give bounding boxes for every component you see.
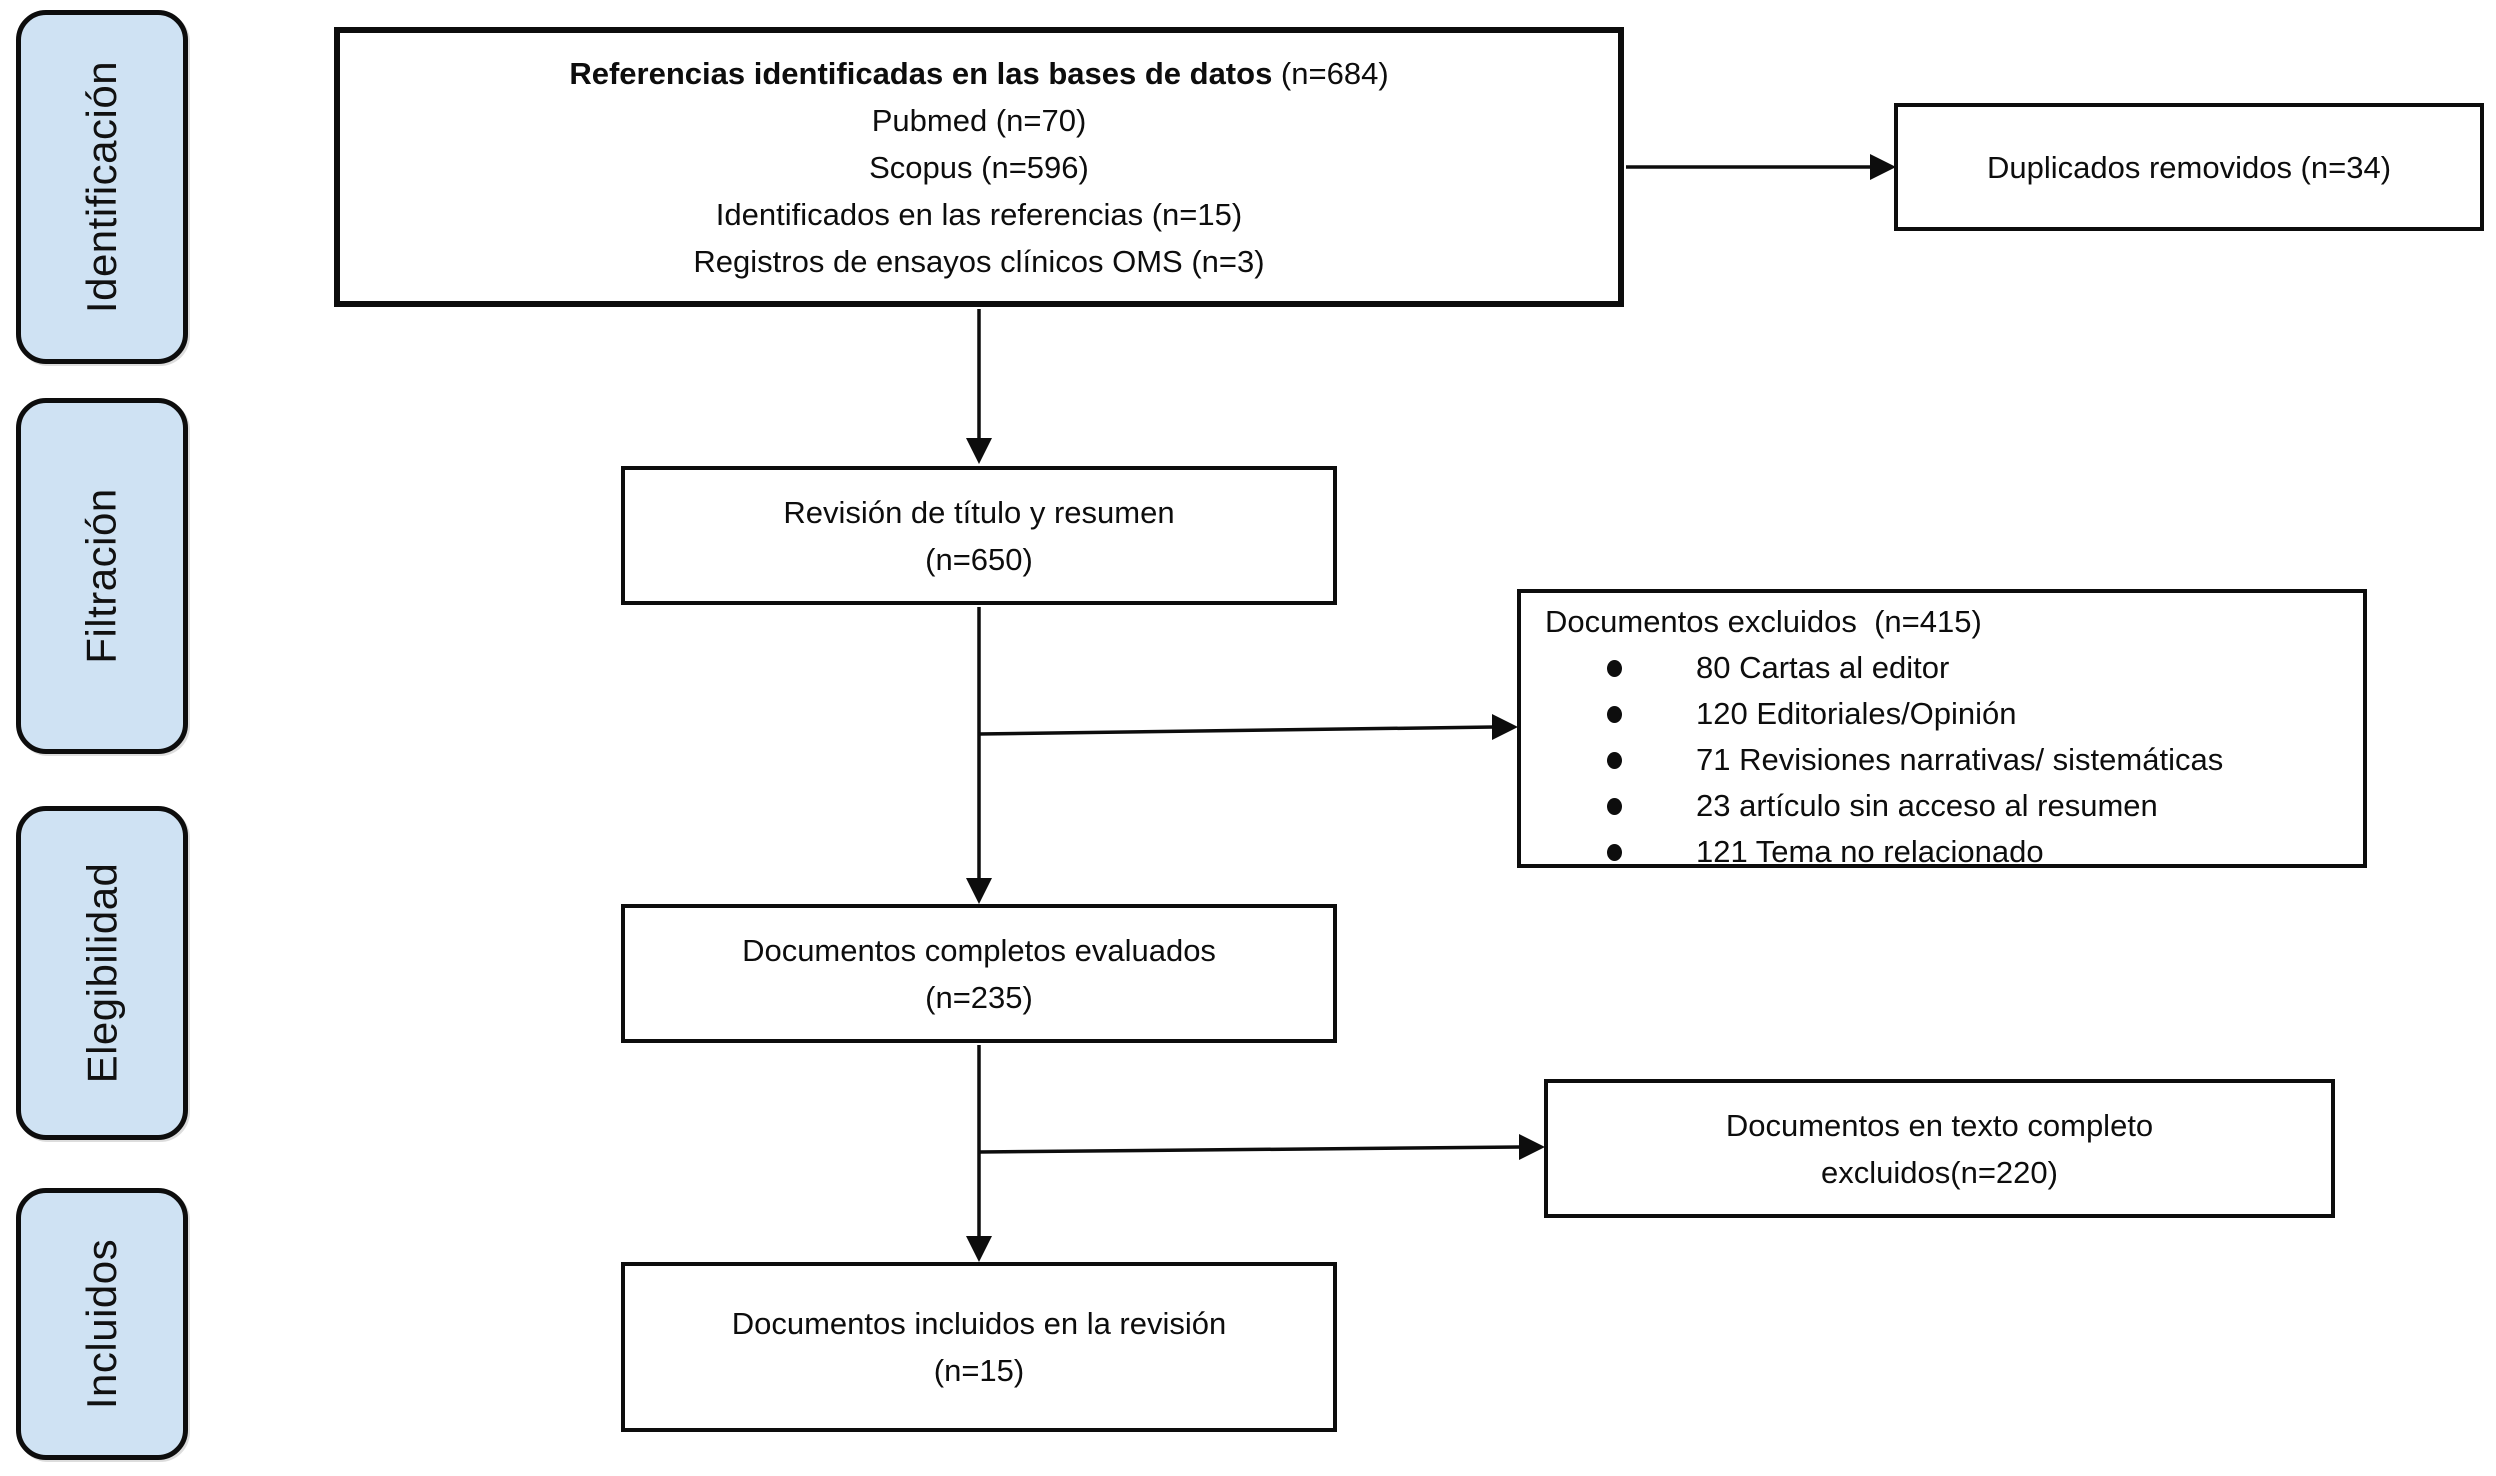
stage-label-incluidos: Incluidos — [78, 1238, 126, 1410]
excluded-reason-text: 80 Cartas al editor — [1696, 650, 1950, 685]
documents-excluded-box — [1517, 589, 2367, 868]
bullet-icon — [1607, 798, 1622, 815]
bullet-icon — [1607, 844, 1622, 861]
arrow-identification-to-screening — [966, 309, 992, 464]
bullet-icon — [1607, 752, 1622, 769]
stage-label-filtracion: Filtración — [78, 488, 126, 664]
fulltext-assessed-count: (n=235) — [925, 979, 1033, 1015]
excluded-reason-item — [1545, 783, 2353, 829]
records-identified-title — [569, 50, 1388, 97]
fulltext-excluded-box — [1544, 1079, 2335, 1218]
stage-box-filtracion — [16, 398, 188, 754]
stage-label-identificacion: Identificación — [78, 60, 125, 314]
duplicates-removed-label: Duplicados removidos (n=34) — [1986, 149, 2392, 185]
source-line-pubmed: Pubmed (n=70) — [871, 102, 1087, 138]
excluded-reason-text: 23 artículo sin acceso al resumen — [1696, 788, 2158, 823]
stage-box-identificacion — [16, 10, 188, 364]
records-identified-box — [334, 27, 1624, 307]
stage-box-incluidos — [16, 1188, 188, 1460]
source-line-oms-registries: Registros de ensayos clínicos OMS (n=3) — [693, 243, 1265, 279]
included-line1: Documentos incluidos en la revisión — [731, 1306, 1227, 1341]
stage-label-elegibilidad: Elegibilidad — [78, 862, 126, 1084]
source-line-scopus: Scopus (n=596) — [869, 149, 1089, 185]
fulltext-excluded-line1: Documentos en texto completo — [1725, 1107, 2154, 1143]
fulltext-assessed-line1: Documentos completos evaluados — [742, 932, 1216, 968]
title-abstract-screening-box — [621, 466, 1337, 605]
screening-line1: Revisión de título y resumen — [783, 494, 1175, 530]
documents-excluded-title: Documentos excluidos (n=415) — [1545, 604, 1982, 639]
bullet-icon — [1607, 660, 1622, 677]
duplicates-removed-box — [1894, 103, 2484, 231]
screening-count: (n=650) — [925, 541, 1033, 577]
source-line-references: Identificados en las referencias (n=15) — [715, 196, 1243, 232]
arrow-fulltext-to-included — [966, 1045, 992, 1262]
arrow-fulltext-to-fulltext-excluded — [979, 1134, 1545, 1160]
included-count: (n=15) — [933, 1353, 1025, 1388]
excluded-reason-text: 121 Tema no relacionado — [1696, 834, 2044, 869]
excluded-reason-item — [1545, 737, 2353, 783]
excluded-reason-text: 120 Editoriales/Opinión — [1696, 696, 2017, 731]
records-identified-count: (n=684) — [1272, 55, 1389, 91]
excluded-reason-text: 71 Revisiones narrativas/ sistemáticas — [1696, 742, 2224, 777]
arrow-screening-to-fulltext — [966, 607, 992, 904]
arrow-screening-to-excluded — [979, 714, 1518, 740]
stage-box-elegibilidad — [16, 806, 188, 1140]
excluded-reason-item — [1545, 829, 2353, 875]
arrow-identification-to-duplicates — [1626, 154, 1896, 180]
records-identified-title-text: Referencias identificadas en las bases de datos — [569, 55, 1273, 91]
excluded-reason-item — [1545, 645, 2353, 691]
fulltext-excluded-count: excluidos(n=220) — [1821, 1154, 2058, 1190]
included-in-review-box — [621, 1262, 1337, 1432]
fulltext-assessed-box — [621, 904, 1337, 1043]
bullet-icon — [1607, 706, 1622, 723]
excluded-reason-item — [1545, 691, 2353, 737]
